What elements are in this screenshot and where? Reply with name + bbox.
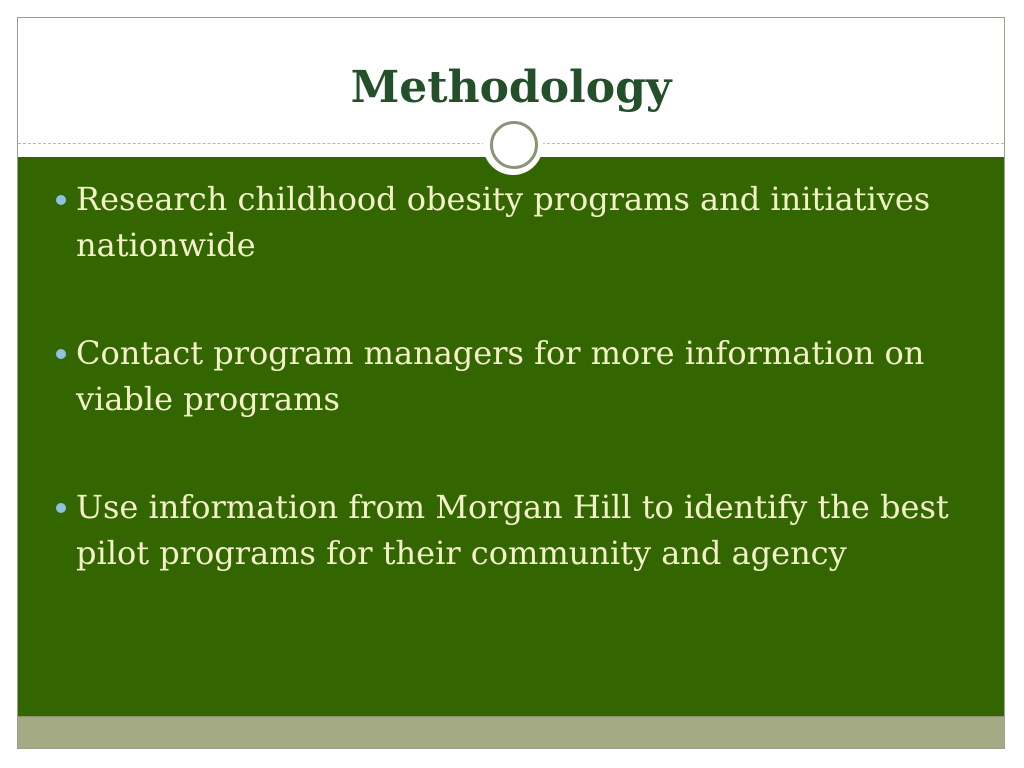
bullet-text: Use information from Morgan Hill to identify the best pilot programs for their community and agency xyxy=(76,488,949,572)
footer-bar xyxy=(18,716,1004,749)
bullet-item xyxy=(56,176,976,268)
bullet-item xyxy=(56,484,976,576)
bullet-dot-icon xyxy=(56,503,66,513)
bullet-item xyxy=(56,330,976,422)
bullet-dot-icon xyxy=(56,195,66,205)
circle-ornament-ring xyxy=(490,121,538,169)
slide xyxy=(17,17,1005,749)
bullet-text: Research childhood obesity programs and initiatives nationwide xyxy=(76,180,931,264)
bullet-list xyxy=(56,176,976,638)
slide-title: Methodology xyxy=(350,62,672,113)
bullet-text: Contact program managers for more information on viable programs xyxy=(76,334,925,418)
bullet-dot-icon xyxy=(56,349,66,359)
